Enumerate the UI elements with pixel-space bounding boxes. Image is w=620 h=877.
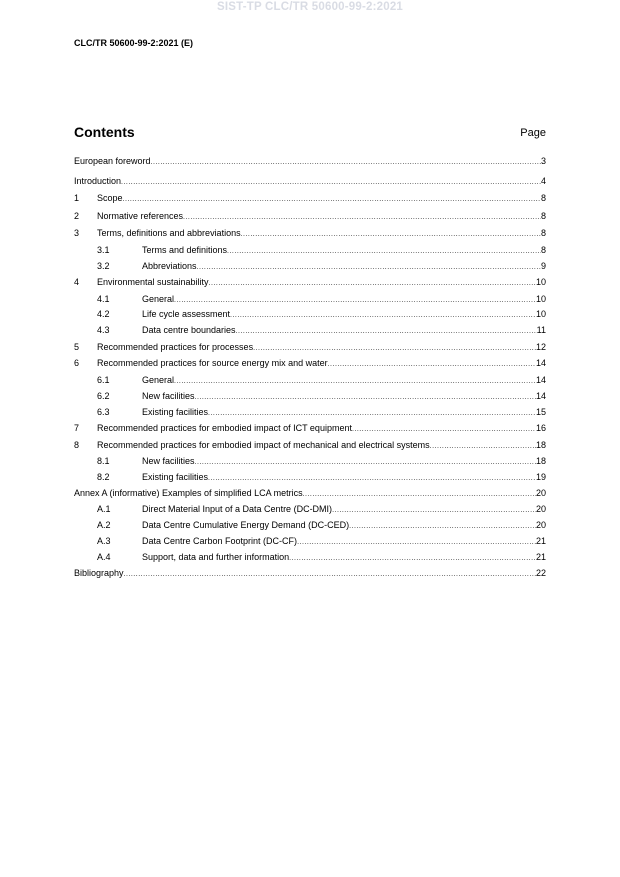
toc-entry-title: New facilities xyxy=(142,391,195,401)
toc-entry-page: 21 xyxy=(535,535,546,546)
toc-entry-number: A.4 xyxy=(97,551,111,562)
toc-entry-number: 8.2 xyxy=(97,472,110,482)
toc-entry-page: 14 xyxy=(535,358,546,368)
toc-entry-number: 6.1 xyxy=(97,375,110,385)
toc-entry-page: 8 xyxy=(540,193,546,203)
toc-entry-number: 4.1 xyxy=(97,293,110,304)
dot-leader xyxy=(151,157,541,167)
toc-entry-number: 5 xyxy=(74,341,80,352)
toc-entry-page: 21 xyxy=(535,551,546,562)
toc-entry-title: European foreword xyxy=(74,156,151,166)
toc-entry-title: Scope xyxy=(97,193,123,203)
toc-entry-page: 3 xyxy=(540,156,546,166)
toc-entry-number: 4.2 xyxy=(97,309,110,319)
dot-leader xyxy=(430,441,536,451)
dot-leader xyxy=(208,408,536,418)
dot-leader xyxy=(332,505,536,515)
toc-entry-number: 7 xyxy=(74,422,80,433)
toc-entry-title: Environmental sustainability xyxy=(97,276,209,287)
toc-entry-number: 6.2 xyxy=(97,391,110,401)
toc-entry-page: 10 xyxy=(535,293,546,304)
dot-leader xyxy=(241,229,541,239)
toc-entry[interactable] xyxy=(74,488,546,499)
toc-entry-title: Recommended practices for processes xyxy=(97,341,254,352)
toc-entry-title: Direct Material Input of a Data Centre (DC-DMI) xyxy=(142,504,333,514)
toc-entry-page: 14 xyxy=(535,391,546,401)
toc-entry-title: Recommended practices for embodied impact of ICT equipment xyxy=(97,422,352,433)
toc-entry[interactable] xyxy=(74,568,546,579)
toc-entry-page: 20 xyxy=(535,519,546,530)
toc-entry-title: Bibliography xyxy=(74,567,124,578)
toc-entry-number: 4 xyxy=(74,276,80,287)
toc-entry-title: Abbreviations xyxy=(142,260,197,271)
toc-entry[interactable] xyxy=(74,156,546,167)
toc-entry[interactable] xyxy=(74,309,546,320)
dot-leader xyxy=(328,359,536,369)
toc-entry[interactable] xyxy=(74,472,546,483)
dot-leader xyxy=(174,376,536,386)
toc-entry-title: Existing facilities xyxy=(142,472,209,482)
dot-leader xyxy=(253,343,536,353)
toc-entry[interactable] xyxy=(74,261,546,272)
dot-leader xyxy=(352,424,536,434)
toc-entry-title: Normative references xyxy=(97,210,184,221)
toc-entry[interactable] xyxy=(74,176,546,187)
toc-entry-page: 12 xyxy=(535,341,546,352)
page-column-heading: Page xyxy=(520,127,546,139)
toc-entry-title: Recommended practices for embodied impact of mechanical and electrical systems xyxy=(97,439,430,450)
toc-entry-number: 8.1 xyxy=(97,456,110,466)
toc-entry-page: 11 xyxy=(536,324,546,335)
toc-entry[interactable] xyxy=(74,520,546,531)
contents-title: Contents xyxy=(74,124,135,140)
toc-entry-number: 6 xyxy=(74,358,80,368)
dot-leader xyxy=(123,194,541,204)
watermark: SIST-TP CLC/TR 50600-99-2:2021 xyxy=(216,1,404,13)
toc-entry[interactable] xyxy=(74,211,546,222)
toc-entry[interactable] xyxy=(74,294,546,305)
toc-entry-title: Existing facilities xyxy=(142,406,209,417)
toc-entry-page: 10 xyxy=(535,276,546,287)
dot-leader xyxy=(230,310,536,320)
toc-entry-page: 18 xyxy=(535,439,546,450)
toc-entry-page: 10 xyxy=(535,309,546,319)
toc-entry-title: Terms and definitions xyxy=(142,245,228,255)
toc-entry-page: 4 xyxy=(540,175,546,186)
toc-entry-page: 8 xyxy=(540,245,546,255)
dot-leader xyxy=(297,537,536,547)
toc-entry-page: 22 xyxy=(535,567,546,578)
toc-entry-title: General xyxy=(142,375,175,385)
toc-entry-page: 15 xyxy=(535,406,546,417)
toc-entry[interactable] xyxy=(74,277,546,288)
toc-entry-page: 9 xyxy=(540,260,546,271)
toc-entry[interactable] xyxy=(74,456,546,467)
toc-entry-number: 1 xyxy=(74,193,80,203)
toc-entry[interactable] xyxy=(74,440,546,451)
toc-entry[interactable] xyxy=(74,245,546,256)
toc-entry-title: Annex A (informative) Examples of simplified LCA metrics xyxy=(74,488,303,498)
toc-entry-number: 4.3 xyxy=(97,324,110,335)
toc-entry-number: 3.1 xyxy=(97,245,110,255)
toc-entry-number: A.2 xyxy=(97,519,111,530)
dot-leader xyxy=(183,212,541,222)
toc-entry[interactable] xyxy=(74,325,546,336)
toc-entry[interactable] xyxy=(74,358,546,369)
toc-entry-number: 3 xyxy=(74,228,80,238)
toc-entry[interactable] xyxy=(74,342,546,353)
toc-entry[interactable] xyxy=(74,228,546,239)
toc-entry-title: Data centre boundaries xyxy=(142,324,236,335)
toc-entry-number: 3.2 xyxy=(97,260,110,271)
toc-entry-title: Recommended practices for source energy mix and water xyxy=(97,358,328,368)
toc-entry-number: 8 xyxy=(74,439,80,450)
toc-entry[interactable] xyxy=(74,504,546,515)
dot-leader xyxy=(209,278,536,288)
dot-leader xyxy=(174,295,536,305)
toc-entry-number: 2 xyxy=(74,210,80,221)
toc-entry-title: Life cycle assessment xyxy=(142,309,231,319)
toc-entry-number: A.1 xyxy=(97,504,111,514)
dot-leader xyxy=(236,326,537,336)
toc-entry-page: 8 xyxy=(540,210,546,221)
toc-entry-title: Support, data and further information xyxy=(142,551,290,562)
toc-entry[interactable] xyxy=(74,552,546,563)
toc-entry[interactable] xyxy=(74,193,546,204)
toc-entry-page: 18 xyxy=(535,456,546,466)
dot-leader xyxy=(208,473,536,483)
toc-entry-title: New facilities xyxy=(142,456,195,466)
dot-leader xyxy=(197,262,541,272)
toc-entry-title: General xyxy=(142,293,175,304)
toc-entry-number: A.3 xyxy=(97,535,111,546)
dot-leader xyxy=(349,521,536,531)
toc-entry-page: 20 xyxy=(535,488,546,498)
dot-leader xyxy=(303,489,536,499)
dot-leader xyxy=(195,392,536,402)
dot-leader xyxy=(121,177,541,187)
toc-entry-page: 19 xyxy=(535,472,546,482)
dot-leader xyxy=(195,457,536,467)
toc-entry-title: Introduction xyxy=(74,175,122,186)
dot-leader xyxy=(227,246,541,256)
toc-entry-number: 6.3 xyxy=(97,406,110,417)
toc-entry[interactable] xyxy=(74,536,546,547)
toc-entry-page: 14 xyxy=(535,375,546,385)
toc-entry[interactable] xyxy=(74,375,546,386)
toc-entry-page: 20 xyxy=(535,504,546,514)
dot-leader xyxy=(124,569,536,579)
toc-entry-title: Data Centre Cumulative Energy Demand (DC-CED) xyxy=(142,519,350,530)
table-of-contents xyxy=(74,156,546,579)
dot-leader xyxy=(289,553,536,563)
toc-entry-title: Data Centre Carbon Footprint (DC-CF) xyxy=(142,535,298,546)
toc-entry[interactable] xyxy=(74,391,546,402)
toc-entry-page: 8 xyxy=(540,228,546,238)
toc-entry-title: Terms, definitions and abbreviations xyxy=(97,228,241,238)
toc-entry[interactable] xyxy=(74,423,546,434)
toc-entry[interactable] xyxy=(74,407,546,418)
document-id: CLC/TR 50600-99-2:2021 (E) xyxy=(74,38,194,48)
toc-entry-page: 16 xyxy=(535,422,546,433)
